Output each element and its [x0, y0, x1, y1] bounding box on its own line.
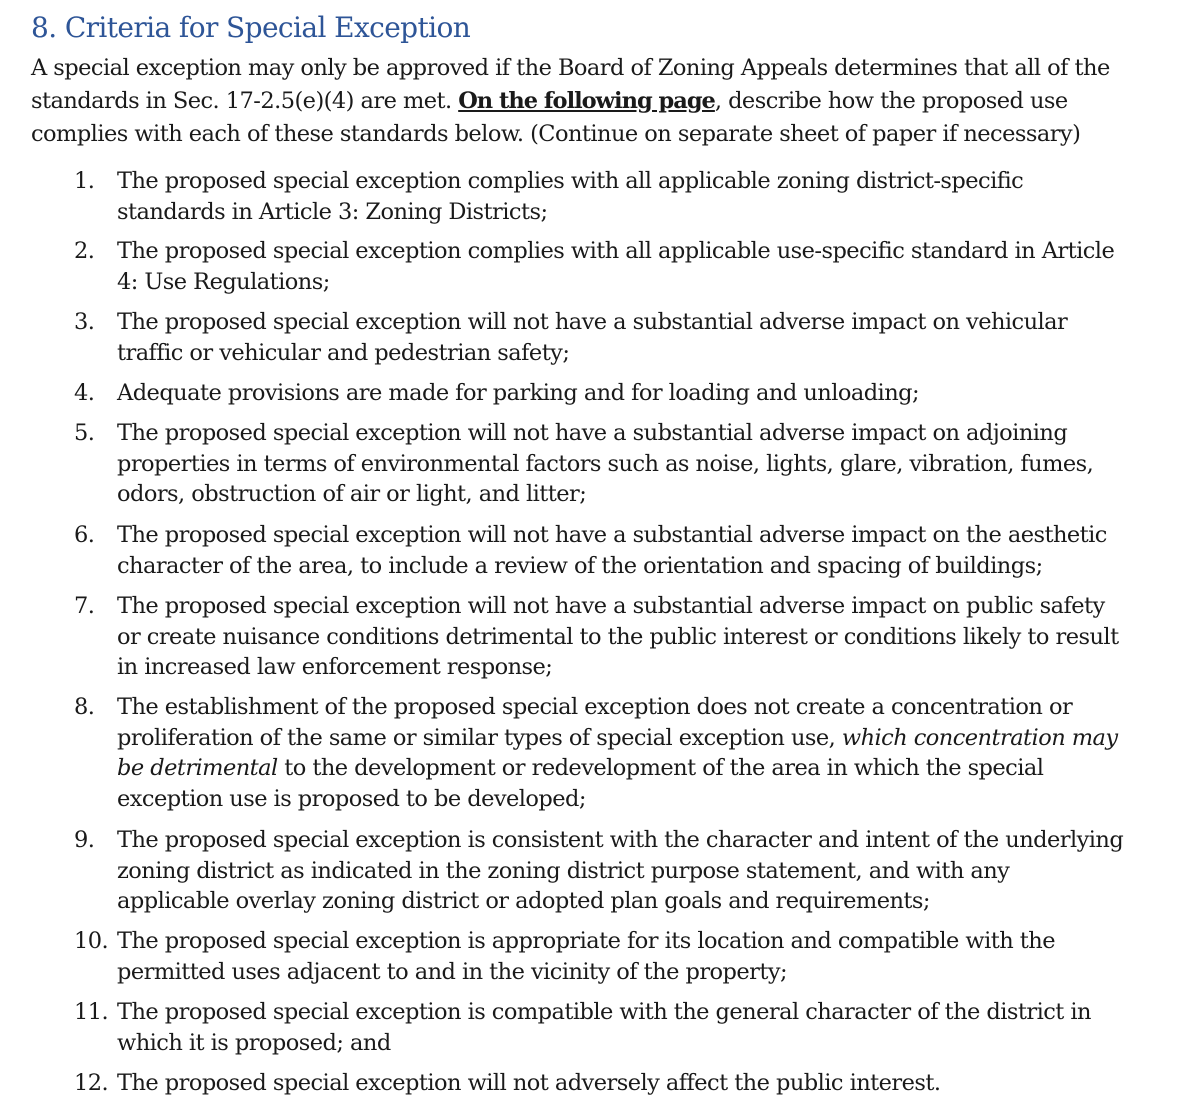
criterion-number: 3. — [74, 309, 95, 335]
intro-text: , describe how the proposed use — [714, 88, 1068, 114]
criterion-line: traffic or vehicular and pedestrian safety; — [117, 339, 570, 366]
criterion-text-plain: to the development or redevelopment of the area in which the special — [277, 755, 1044, 781]
criterion-text — [117, 926, 1187, 987]
criterion-line: The proposed special exception will not have a substantial adverse impact on adjoining — [117, 420, 1068, 446]
criterion-line: which it is proposed; and — [117, 1029, 391, 1056]
criterion-number: 6. — [74, 522, 95, 548]
criterion-line: character of the area, to include a review of the orientation and spacing of buildings; — [117, 552, 1043, 579]
criterion-line: The proposed special exception complies with all applicable zoning district-specific — [117, 168, 1024, 194]
criterion-line: Adequate provisions are made for parking and for loading and unloading; — [117, 380, 920, 406]
criterion-number: 4. — [74, 380, 95, 406]
criterion-text — [117, 520, 1187, 581]
criterion-line: The proposed special exception is compatible with the general character of the district in — [117, 999, 1091, 1025]
criterion-number: 8. — [74, 694, 95, 720]
intro-text: standards in Sec. 17-2.5(e)(4) are met. — [31, 88, 459, 114]
criterion-text — [117, 997, 1187, 1058]
criterion-number: 7. — [74, 593, 95, 619]
intro-line: complies with each of these standards below. (Continue on separate sheet of paper if necessary) — [31, 121, 1081, 147]
criterion-line: The proposed special exception will not have a substantial adverse impact on vehicular — [117, 309, 1068, 335]
criterion-text — [117, 236, 1187, 297]
criterion-number: 12. — [74, 1070, 109, 1096]
criterion-line: The proposed special exception is appropriate for its location and compatible with the — [117, 928, 1055, 954]
criterion-number: 9. — [74, 827, 95, 853]
criterion-number: 10. — [74, 928, 109, 954]
intro-paragraph — [31, 52, 1181, 151]
criterion-number: 1. — [74, 168, 95, 194]
criterion-text-plain: proliferation of the same or similar types of special exception use, — [117, 724, 842, 751]
criterion-text — [117, 418, 1187, 510]
criterion-text — [117, 378, 1187, 409]
intro-line — [31, 85, 1181, 118]
criterion-line: The proposed special exception will not have a substantial adverse impact on public safety — [117, 593, 1105, 619]
criterion-line: The proposed special exception will not adversely affect the public interest. — [117, 1070, 941, 1096]
criterion-line: The proposed special exception will not have a substantial adverse impact on the aesthetic — [117, 522, 1107, 548]
criterion-number: 2. — [74, 238, 95, 264]
criterion-line: zoning district as indicated in the zoning district purpose statement, and with any — [117, 857, 1010, 884]
criterion-line: The establishment of the proposed special exception does not create a concentration or — [117, 694, 1073, 720]
criterion-number: 11. — [74, 999, 109, 1025]
criterion-line: standards in Article 3: Zoning Districts; — [117, 198, 548, 225]
criterion-text-italic: be detrimental — [117, 755, 278, 781]
criterion-line: 4: Use Regulations; — [117, 268, 330, 295]
criterion-line: odors, obstruction of air or light, and litter; — [117, 481, 587, 507]
criterion-line — [117, 723, 1187, 754]
criterion-line: properties in terms of environmental factors such as noise, lights, glare, vibration, fumes, — [117, 450, 1094, 477]
section-heading: 8. Criteria for Special Exception — [31, 11, 471, 44]
criterion-number: 5. — [74, 420, 95, 446]
criterion-line — [117, 753, 1187, 784]
criterion-text — [117, 692, 1187, 814]
criterion-text — [117, 1068, 1187, 1099]
criterion-line: or create nuisance conditions detrimental to the public interest or conditions likely to result — [117, 623, 1119, 650]
criterion-line: in increased law enforcement response; — [117, 654, 553, 680]
criterion-line: The proposed special exception complies with all applicable use-specific standard in Article — [117, 238, 1115, 264]
criterion-line: exception use is proposed to be developed; — [117, 785, 586, 812]
criterion-text — [117, 166, 1187, 227]
criterion-text — [117, 591, 1187, 683]
criterion-line: The proposed special exception is consistent with the character and intent of the underlying — [117, 827, 1124, 853]
criterion-text — [117, 307, 1187, 368]
criterion-text-italic: which concentration may — [841, 724, 1118, 751]
criterion-text — [117, 825, 1187, 917]
intro-line: A special exception may only be approved if the Board of Zoning Appeals determines that all of the — [31, 55, 1110, 81]
criterion-line: applicable overlay zoning district or adopted plan goals and requirements; — [117, 888, 930, 914]
criterion-line: permitted uses adjacent to and in the vicinity of the property; — [117, 958, 788, 985]
following-page-emphasis: On the following page — [458, 88, 715, 114]
